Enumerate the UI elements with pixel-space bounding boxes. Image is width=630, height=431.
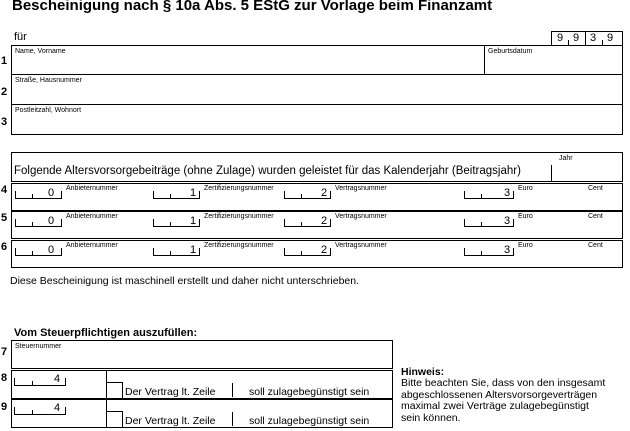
row-marker-digit: 0 [48,244,55,256]
birthdate-field-label: Geburtsdatum [488,48,533,55]
row-marker-digit: 4 [54,373,61,385]
row-marker-digit: 3 [504,215,511,227]
provider-number-label: Anbieternummer [66,185,118,192]
row-marker-digit: 2 [321,215,328,227]
contract-line-text: Der Vertrag lt. Zeile [125,386,216,398]
name-field[interactable] [14,56,482,73]
row-marker-digit: 2 [321,187,328,199]
contract-line-number-field[interactable] [232,412,245,426]
provider-number-label: Anbieternummer [66,242,118,249]
contract-line-text: Der Vertrag lt. Zeile [125,415,216,427]
cent-label: Cent [588,213,603,220]
hint-line: abgeschlossenen Altersvorsorgeverträgen [401,388,598,401]
contract-number-label: Vertragsnummer [335,213,387,220]
row-number: 4 [1,184,8,196]
row-number: 8 [1,372,8,384]
row-marker-digit: 3 [504,187,511,199]
provider-number-field[interactable] [66,250,148,264]
name-field-label: Name, Vorname [15,48,66,55]
row-number: 9 [1,401,8,413]
eligibility-text: soll zulagebegünstigt sein [249,386,370,398]
tax-number-field[interactable] [14,352,390,367]
for-label: für [14,31,27,43]
row-number: 5 [1,212,8,224]
contributions-heading: Folgende Altersvorsorgebeiträge (ohne Zulage) wurden geleistet für das Kalenderjahr (Beitragsjahr) [14,165,521,177]
certification-number-field[interactable] [204,193,278,207]
row-number: 3 [1,116,8,128]
hint-line: maximal zwei Verträge zulagebegünstigt [401,400,589,412]
contract-number-field[interactable] [335,193,459,207]
hint-title: Hinweis: [401,366,445,378]
city-field-label: Postleitzahl, Wohnort [15,107,82,114]
provider-number-field[interactable] [66,193,148,207]
contract-number-label: Vertragsnummer [335,185,387,192]
row-marker-digit: 1 [190,244,197,256]
certification-number-field[interactable] [204,250,278,264]
row-marker-digit: 1 [190,215,197,227]
euro-label: Euro [518,213,533,220]
certification-number-label: Zertifizierungsnummer [204,242,274,249]
contract-number-field[interactable] [335,221,459,235]
contract-number-field[interactable] [335,250,459,264]
cent-label: Cent [588,185,603,192]
hint-line: Bitte beachten Sie, dass von den insgesamt [401,377,606,389]
birthdate-field[interactable] [487,56,621,73]
taxpayer-heading: Vom Steuerpflichtigen auszufüllen: [14,327,198,339]
certification-number-field[interactable] [204,221,278,235]
street-field-label: Straße, Hausnummer [15,77,82,84]
provider-number-field[interactable] [66,221,148,235]
hint-line: sein können. [401,411,461,424]
amount-field[interactable] [518,250,618,264]
year-field[interactable] [553,165,621,181]
form-code-digit: 9 [607,32,614,44]
row-number: 2 [1,86,8,98]
row-marker-digit: 4 [54,402,61,414]
contract-line-number-field[interactable] [232,383,245,397]
amount-field[interactable] [518,193,618,207]
row-marker-digit: 2 [321,244,328,256]
row-marker-digit: 1 [190,187,197,199]
certification-number-label: Zertifizierungsnummer [204,185,274,192]
eligibility-text: soll zulagebegünstigt sein [249,415,370,427]
machine-note: Diese Bescheinigung ist maschinell erstellt und daher nicht unterschrieben. [10,275,360,287]
provider-number-label: Anbieternummer [66,213,118,220]
cent-label: Cent [588,242,603,249]
row-number: 6 [1,241,8,253]
street-field[interactable] [14,86,620,103]
row-number: 7 [1,346,8,358]
row-number: 1 [1,55,8,67]
hint-text [401,378,605,424]
contract-number-label: Vertragsnummer [335,242,387,249]
row-marker-digit: 0 [48,187,55,199]
page-title: Bescheinigung nach § 10a Abs. 5 EStG zur Vorlage beim Finanzamt [12,0,493,14]
form-code-digit: 3 [590,32,597,44]
form-code-box [551,31,623,46]
form-code-digit: 9 [557,32,564,44]
row-marker-digit: 3 [504,244,511,256]
year-label: Jahr [559,155,573,162]
amount-field[interactable] [518,221,618,235]
form-code-digit: 9 [573,32,580,44]
row-marker-digit: 0 [48,215,55,227]
tax-number-label: Steuernummer [15,343,62,350]
euro-label: Euro [518,185,533,192]
certification-number-label: Zertifizierungsnummer [204,213,274,220]
euro-label: Euro [518,242,533,249]
city-field[interactable] [14,116,620,133]
